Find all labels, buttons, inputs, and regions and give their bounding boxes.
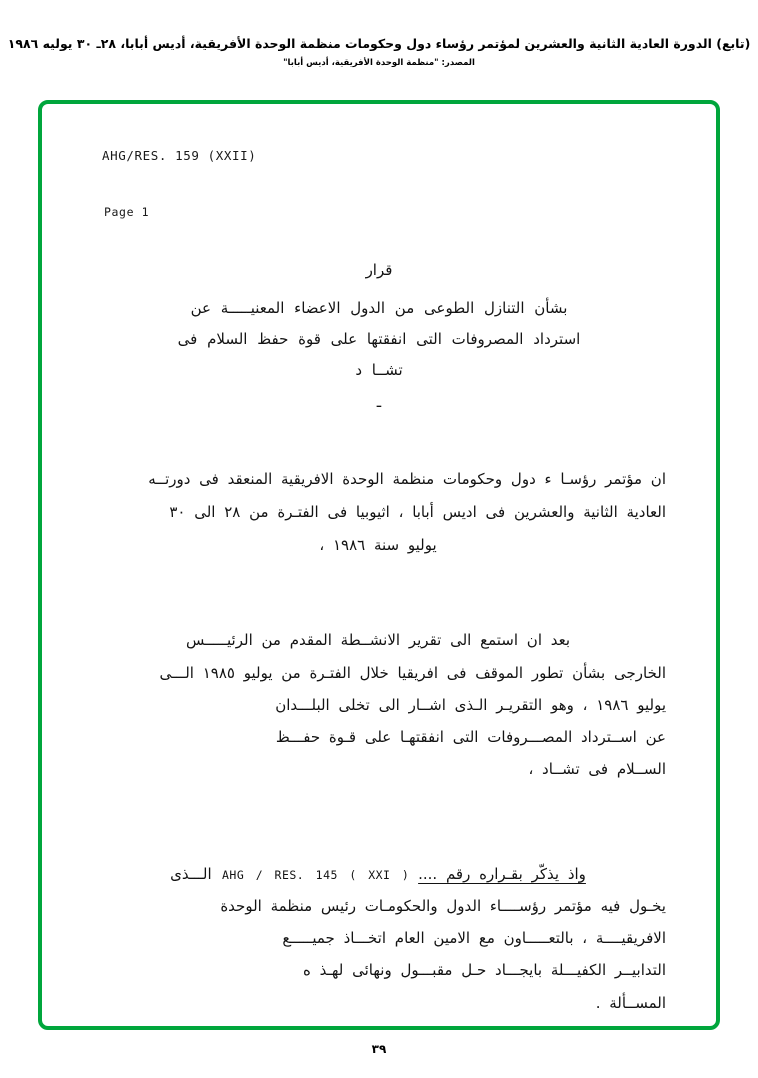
paragraph-lead-line [90,858,666,890]
title-kind: قرار [365,261,393,279]
paragraph-preamble [84,463,674,562]
paragraph-line: ان مؤتمر رؤسـا ء دول وحكومات منظمة الوحدة الافريقية المنعقد فى دورتــه [148,470,666,489]
paragraph-line: بعد ان استمع الى تقرير الانشــطة المقدم من الرئيـــــس [185,631,571,650]
paragraph-line: العادية الثانية والعشرين فى اديس أبابا ، اثيوبيا فى الفتـرة من ٢٨ الى ٣٠ [169,503,666,522]
resolution-title-block [84,261,674,411]
resolution-id: AHG/RES. 159 (XXII) [102,148,257,163]
title-line-2: استرداد المصروفات التى انفقتها على قوة حفظ السلام فى [177,329,581,348]
paragraph-line: الخارجى بشأن تطور الموقف فى افريقيا خلال الفتـرة من يوليو ١٩٨٥ الـــى [159,663,666,682]
running-title: (تابع) الدورة العادية الثانية والعشرين لمؤتمر رؤساء دول وحكومات منظمة الوحدة الأفريقية، أديس أبابا، ٢٨ـ ٣٠ يوليه ١٩٨٦ [7,36,751,51]
paragraph-line: يوليو سنة ١٩٨٦ ، [319,536,437,555]
title-line-1: بشأن التنازل الطوعى من الدول الاعضاء المعنيـــــة عن [190,299,568,317]
paragraph-line: المســألة . [595,993,666,1012]
paragraph-recalling [84,858,674,1019]
document-frame [38,100,720,1030]
title-dash: ـ [376,393,382,412]
recalling-lead-tail: الـــذى [170,864,212,883]
paragraph-line: عن اســترداد المصـــروفات التى انفقتهـا على قـوة حفـــظ [275,728,666,746]
document-body [42,104,716,1026]
title-line-3: تشــا د [355,360,403,379]
paragraph-line: يوليو ١٩٨٦ ، وهو التقريـر الـذى اشــار الى تخلى البلـــدان [275,695,666,714]
page-folio: ٣٩ [371,1042,387,1056]
recalling-lead: واذ يذكّر بقـراره رقم .... [418,864,586,883]
running-header [0,36,758,68]
paragraph-line: التدابيــر الكفيـــلة بايجـــاد حـل مقبـــول ونهائى لهـذ ه [302,961,666,980]
resolution-reference: AHG / RES. 145 ( XXI ) [222,867,410,882]
source-note: المصدر: "منظمة الوحدة الأفريقية، أديس أبابا" [283,58,475,68]
page-label: Page 1 [104,205,150,219]
paragraph-line: الســلام فى تشــاد ، [528,760,666,779]
paragraph-line: الافريقيــــة ، بالتعـــــاون مع الامين العام اتخـــاذ جميـــــع [282,929,666,947]
paragraph-having-heard [84,624,674,785]
paragraph-line: يخـول فيه مؤتمر رؤســــاء الدول والحكومـات رئيس منظمة الوحدة [220,896,666,915]
